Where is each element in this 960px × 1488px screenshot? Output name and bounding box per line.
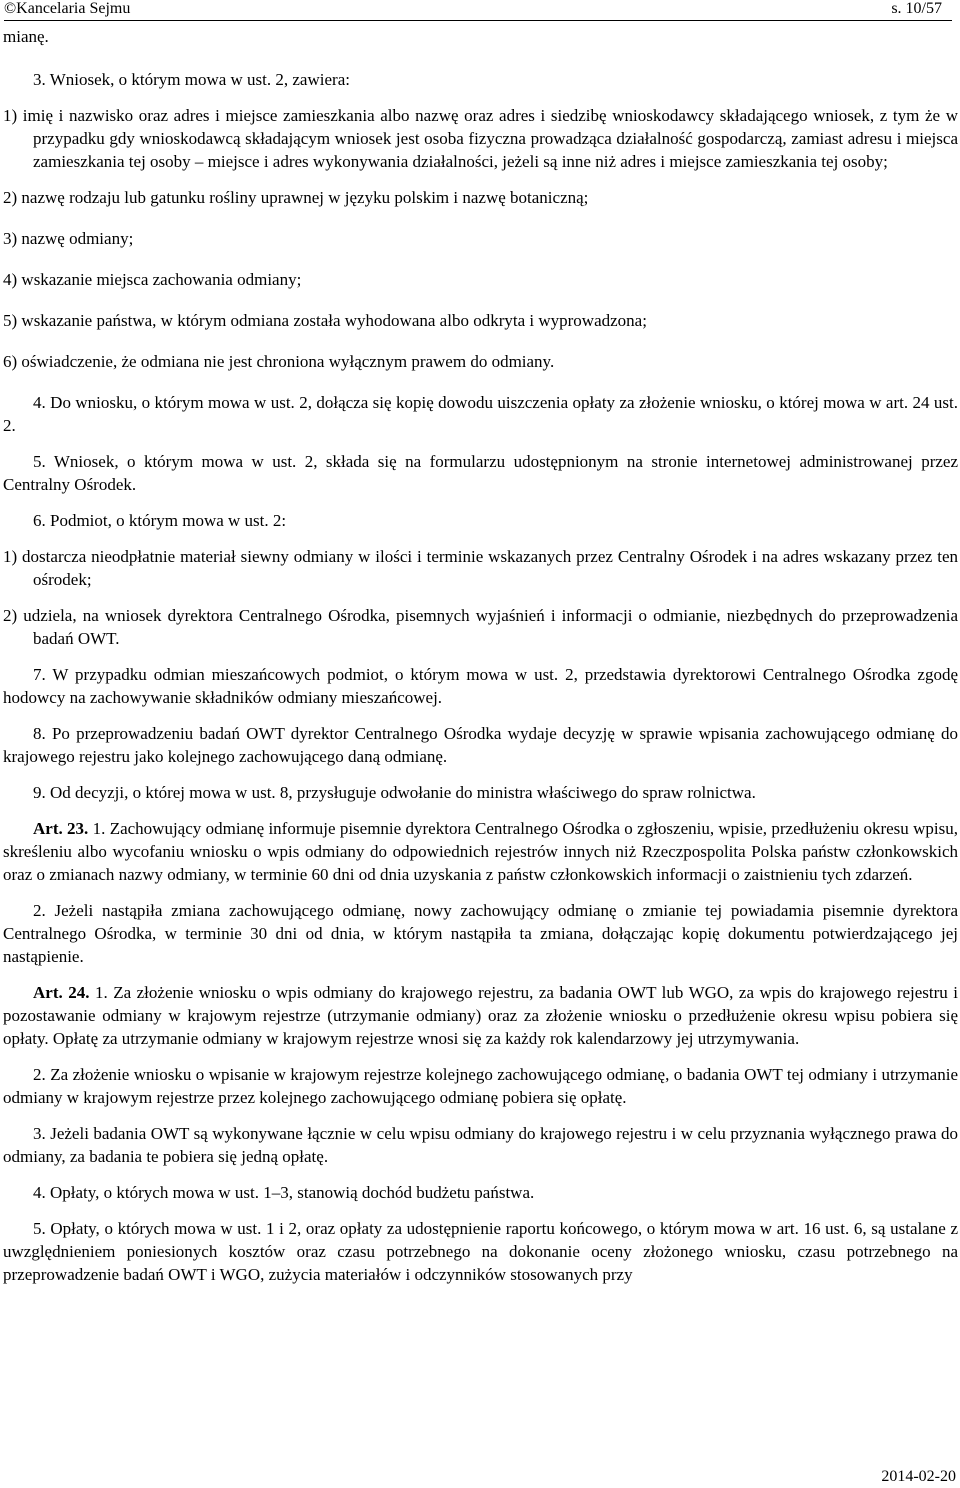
list-item: 6) oświadczenie, że odmiana nie jest chroniona wyłącznym prawem do odmiany. [3, 352, 555, 371]
paragraph-ust-4: 4. Do wniosku, o którym mowa w ust. 2, dołącza się kopię dowodu uiszczenia opłaty za złożenie wniosku, o której mowa w art. 24 ust. 2. [3, 393, 958, 435]
article-24-ust-4: 4. Opłaty, o których mowa w ust. 1–3, stanowią dochód budżetu państwa. [33, 1183, 535, 1202]
list-item: 2) udziela, na wniosek dyrektora Centralnego Ośrodka, pisemnych wyjaśnień i informacji o odmianie, niezbędnych do przeprowadzenia badań OWT. [3, 606, 958, 648]
article-23-ust-2: 2. Jeżeli nastąpiła zmiana zachowującego odmianę, nowy zachowujący odmianę o zmianie tej powiadamia pisemnie dyrektora Centralnego Ośrodka, w terminie 30 dni od dnia, w którym nastąpiła ta zmiana, dołączając kopię dokumentu potwierdzającego jej nastąpienie. [3, 901, 958, 966]
article-23-label: Art. 23. [33, 819, 89, 838]
page-number-link[interactable]: s. 10/57 [891, 0, 942, 17]
document-body [3, 25, 958, 1299]
article-24-ust-1 [3, 981, 958, 1050]
paragraph-ust-5: 5. Wniosek, o którym mowa w ust. 2, składa się na formularzu udostępnionym na stronie internetowej administrowanej przez Centralny Ośrodek. [3, 452, 958, 494]
article-24-ust-5: 5. Opłaty, o których mowa w ust. 1 i 2, oraz opłaty za udostępnienie raportu końcowego, o którym mowa w art. 16 ust. 6, są ustalane z uwzględnieniem poniesionych kosztów oraz czasu potrzebnego na dokonanie oceny złożonego wniosku, czasu potrzebnego na przeprowadzenie badań OWT i WGO, zużycia materiałów i odczynników stosowanych przy [3, 1219, 958, 1284]
paragraph-ust-8: 8. Po przeprowadzeniu badań OWT dyrektor Centralnego Ośrodka wydaje decyzję w sprawie wpisania zachowującego odmianę do krajowego rejestru jako kolejnego zachowującego daną odmianę. [3, 724, 958, 766]
footer-date: 2014-02-20 [881, 1468, 956, 1485]
list-item: 4) wskazanie miejsca zachowania odmiany; [3, 270, 302, 289]
paragraph-continuation: mianę. [3, 27, 49, 46]
article-24-ust-2: 2. Za złożenie wniosku o wpisanie w krajowym rejestrze kolejnego zachowującego odmianę, o badania OWT tej odmiany i utrzymanie odmiany w krajowym rejestrze przez kolejnego zachowującego odmianę pobiera się opłatę. [3, 1065, 958, 1107]
page-header [4, 0, 952, 22]
paragraph-ust-9: 9. Od decyzji, o której mowa w ust. 8, przysługuje odwołanie do ministra właściwego do spraw rolnictwa. [33, 783, 756, 802]
list-item: 3) nazwę odmiany; [3, 229, 134, 248]
article-24-label: Art. 24. [33, 983, 90, 1002]
paragraph-ust-6: 6. Podmiot, o którym mowa w ust. 2: [33, 511, 287, 530]
paragraph-ust-7: 7. W przypadku odmian mieszańcowych podmiot, o którym mowa w ust. 2, przedstawia dyrektorowi Centralnego Ośrodka zgodę hodowcy na zachowywanie składników odmiany mieszańcowej. [3, 665, 958, 707]
header-rule [4, 20, 952, 21]
copyright-link[interactable]: ©Kancelaria Sejmu [4, 0, 131, 17]
list-item: 1) dostarcza nieodpłatnie materiał siewny odmiany w ilości i terminie wskazanych przez Centralny Ośrodek i na adres wskazany przez ten ośrodek; [3, 547, 958, 589]
paragraph-ust-3: 3. Wniosek, o którym mowa w ust. 2, zawiera: [33, 70, 350, 89]
article-23-text: 1. Zachowujący odmianę informuje pisemnie dyrektora Centralnego Ośrodka o zgłoszeniu, wpisie, przedłużeniu okresu wpisu, skreśleniu albo wycofaniu wniosku o wpis odmiany do odpowiednich rejestrów innych niż Rzeczpospolita Polska państw członkowskich oraz o zmianach nazwy odmiany, w terminie 60 dni od dnia uzyskania z państw członkowskich informacji o zaistnieniu tych zdarzeń. [3, 819, 958, 884]
list-item: 5) wskazanie państwa, w którym odmiana została wyhodowana albo odkryta i wyprowadzona; [3, 311, 647, 330]
list-item: 1) imię i nazwisko oraz adres i miejsce zamieszkania albo nazwę oraz adres i siedzibę wnioskodawcy składającego wniosek, z tym że w przypadku gdy wnioskodawcą składającym wniosek jest osoba fizyczna prowadząca działalność gospodarczą, zamiast adresu i miejsca zamieszkania tej osoby – miejsce i adres wykonywania działalności, jeżeli są inne niż adres i miejsce zamieszkania tej osoby; [3, 106, 958, 171]
article-24-text: 1. Za złożenie wniosku o wpis odmiany do krajowego rejestru, za badania OWT lub WGO, za wpis do krajowego rejestru i pozostawanie odmiany w krajowym rejestrze (utrzymanie odmiany) oraz za złożenie wniosku o przedłużenie okresu wpisu pobiera się opłaty. Opłatę za utrzymanie odmiany w krajowym rejestrze wnosi się za każdy rok kalendarzowy jej utrzymywania. [3, 983, 959, 1048]
list-item: 2) nazwę rodzaju lub gatunku rośliny uprawnej w języku polskim i nazwę botaniczną; [3, 188, 589, 207]
article-24-ust-3: 3. Jeżeli badania OWT są wykonywane łącznie w celu wpisu odmiany do krajowego rejestru i w celu przyznania wyłącznego prawa do odmiany, za badania te pobiera się jedną opłatę. [3, 1124, 958, 1166]
article-23-ust-1 [3, 817, 958, 886]
